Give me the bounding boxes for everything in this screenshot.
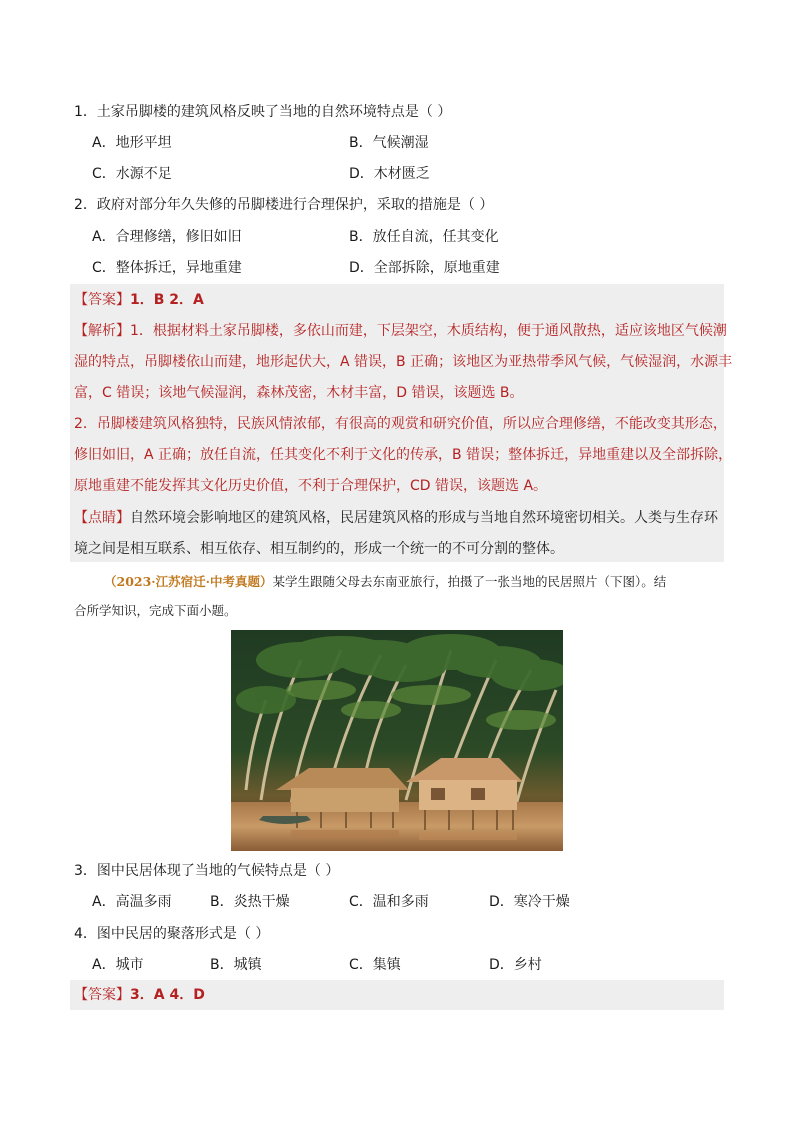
question-1-option-b: B．气候潮湿 <box>349 135 429 151</box>
question-2-option-a: A．合理修缮，修旧如旧 <box>92 229 242 245</box>
analysis-line-1 <box>74 321 727 341</box>
question-3-option-d: D．寒冷干燥 <box>489 894 570 910</box>
comment-line-1 <box>74 508 718 528</box>
question-2-option-b: B．放任自流，任其变化 <box>349 229 499 245</box>
answer-line-1 <box>74 290 204 310</box>
question-3-option-c: C．温和多雨 <box>349 894 429 910</box>
answer-2-text: 3．A 4．D <box>130 987 205 1003</box>
analysis-line-3: 富，C 错误；该地气候湿润，森林茂密，木材丰富，D 错误，该题选 B。 <box>74 385 524 401</box>
source-tag: （2023·江苏宿迁·中考真题） <box>104 574 273 589</box>
analysis-text: 1．根据材料土家吊脚楼，多依山而建，下层架空，木质结构，便于通风散热，适应该地区气候潮 <box>130 323 727 339</box>
question-2-option-d: D．全部拆除，原地重建 <box>349 260 500 276</box>
stilt-house-photo <box>231 630 563 851</box>
material-intro-line-2: 合所学知识，完成下面小题。 <box>74 603 237 618</box>
material-text-1: 某学生跟随父母去东南亚旅行，拍摄了一张当地的民居照片（下图）。结 <box>272 574 667 589</box>
analysis-tag: 【解析】 <box>74 323 130 339</box>
analysis-line-4: 2．吊脚楼建筑风格独特，民族风情浓郁，有很高的观赏和研究价值，所以应合理修缮，不能改变其形态， <box>74 416 727 432</box>
comment-tag: 【点睛】 <box>74 510 130 526</box>
question-2-stem: 2．政府对部分年久失修的吊脚楼进行合理保护，采取的措施是（ ） <box>74 197 494 213</box>
question-4-stem: 4．图中民居的聚落形式是（ ） <box>74 926 270 942</box>
analysis-line-6: 原地重建不能发挥其文化历史价值，不利于合理保护，CD 错误，该题选 A。 <box>74 478 548 494</box>
question-1-option-d: D．木材匮乏 <box>349 166 430 182</box>
question-1-stem: 1．土家吊脚楼的建筑风格反映了当地的自然环境特点是（ ） <box>74 104 452 120</box>
answer-2-tag: 【答案】 <box>74 987 130 1003</box>
question-1-option-c: C．水源不足 <box>92 166 172 182</box>
question-4-option-d: D．乡村 <box>489 957 542 973</box>
question-3-stem: 3．图中民居体现了当地的气候特点是（ ） <box>74 863 340 879</box>
question-4-option-c: C．集镇 <box>349 957 401 973</box>
question-2-option-c: C．整体拆迁，异地重建 <box>92 260 242 276</box>
question-4-option-b: B．城镇 <box>210 957 262 973</box>
material-intro-line-1 <box>104 573 666 591</box>
answer-text: 1．B 2．A <box>130 292 204 308</box>
comment-text: 自然环境会影响地区的建筑风格，民居建筑风格的形成与当地自然环境密切相关。人类与生存环 <box>130 510 718 526</box>
question-3-option-a: A．高温多雨 <box>92 894 172 910</box>
comment-line-2: 境之间是相互联系、相互依存、相互制约的，形成一个统一的不可分割的整体。 <box>74 541 564 557</box>
analysis-line-5: 修旧如旧，A 正确；放任自流，任其变化不利于文化的传承，B 错误；整体拆迁，异地重建以及全部拆除， <box>74 447 733 463</box>
answer-2-line <box>74 985 205 1005</box>
question-3-option-b: B．炎热干燥 <box>210 894 290 910</box>
analysis-line-2: 湿的特点，吊脚楼依山而建，地形起伏大，A 错误，B 正确；该地区为亚热带季风气候，气候湿润，水源丰 <box>74 354 733 370</box>
question-4-option-a: A．城市 <box>92 957 144 973</box>
question-1-option-a: A．地形平坦 <box>92 135 172 151</box>
answer-tag: 【答案】 <box>74 292 130 308</box>
